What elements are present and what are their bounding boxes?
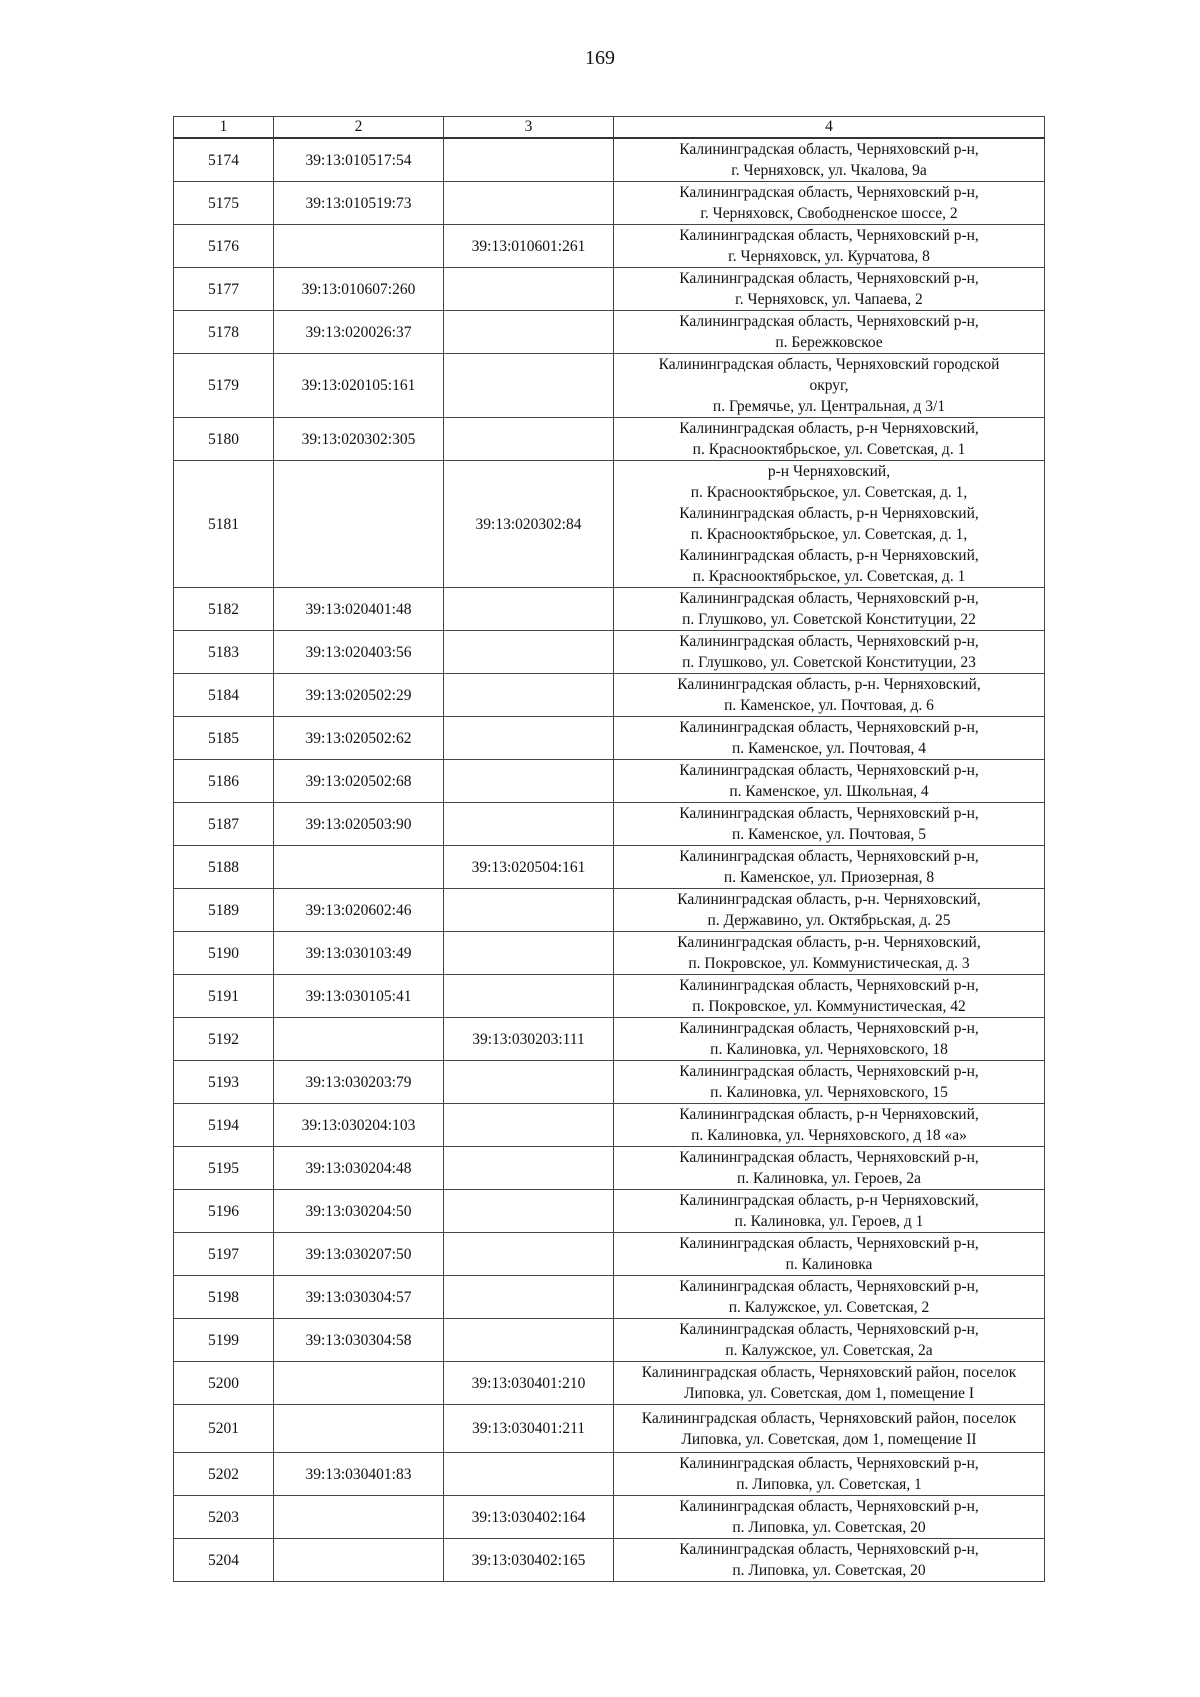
premises-cadastral-cell [444, 138, 614, 182]
premises-cadastral-cell [444, 1453, 614, 1496]
cadastral-number-cell: 39:13:020602:46 [274, 889, 444, 932]
cadastral-number-cell: 39:13:010519:73 [274, 182, 444, 225]
address-cell: Калининградская область, Черняховский р-н, п. Калиновка [614, 1233, 1045, 1276]
address-cell: Калининградская область, Черняховский городской округ, п. Гремячье, ул. Центральная, д 3/1 [614, 354, 1045, 418]
cadastral-number-cell: 39:13:020502:29 [274, 674, 444, 717]
row-number-cell: 5185 [174, 717, 274, 760]
cadastral-number-cell: 39:13:010607:260 [274, 268, 444, 311]
cadastral-number-cell: 39:13:030401:83 [274, 1453, 444, 1496]
table-row [174, 1104, 1045, 1147]
cadastral-number-cell [274, 1496, 444, 1539]
premises-cadastral-cell [444, 1233, 614, 1276]
premises-cadastral-cell [444, 1319, 614, 1362]
address-cell: Калининградская область, р-н. Черняховский, п. Покровское, ул. Коммунистическая, д. 3 [614, 932, 1045, 975]
table-row [174, 1276, 1045, 1319]
table-row [174, 182, 1045, 225]
premises-cadastral-cell [444, 889, 614, 932]
column-header: 2 [274, 117, 444, 139]
cadastral-number-cell [274, 1405, 444, 1453]
cadastral-number-cell: 39:13:020502:62 [274, 717, 444, 760]
premises-cadastral-cell: 39:13:020302:84 [444, 461, 614, 588]
premises-cadastral-cell [444, 674, 614, 717]
registry-table [173, 116, 1045, 1582]
row-number-cell: 5190 [174, 932, 274, 975]
cadastral-number-cell: 39:13:030204:48 [274, 1147, 444, 1190]
row-number-cell: 5192 [174, 1018, 274, 1061]
row-number-cell: 5186 [174, 760, 274, 803]
premises-cadastral-cell [444, 760, 614, 803]
address-cell: Калининградская область, Черняховский р-н, п. Липовка, ул. Советская, 20 [614, 1496, 1045, 1539]
column-header: 4 [614, 117, 1045, 139]
cadastral-number-cell: 39:13:030204:50 [274, 1190, 444, 1233]
table-row [174, 1539, 1045, 1582]
premises-cadastral-cell: 39:13:030401:210 [444, 1362, 614, 1405]
premises-cadastral-cell: 39:13:010601:261 [444, 225, 614, 268]
address-cell: Калининградская область, р-н. Черняховский, п. Каменское, ул. Почтовая, д. 6 [614, 674, 1045, 717]
address-cell: Калининградская область, Черняховский р-н, п. Бережковское [614, 311, 1045, 354]
table-row [174, 1405, 1045, 1453]
row-number-cell: 5198 [174, 1276, 274, 1319]
address-cell: Калининградская область, Черняховский район, поселок Липовка, ул. Советская, дом 1, помещение II [614, 1405, 1045, 1453]
cadastral-number-cell: 39:13:020105:161 [274, 354, 444, 418]
table-row [174, 1453, 1045, 1496]
premises-cadastral-cell [444, 588, 614, 631]
address-cell: Калининградская область, Черняховский р-н, п. Каменское, ул. Школьная, 4 [614, 760, 1045, 803]
premises-cadastral-cell [444, 1276, 614, 1319]
premises-cadastral-cell [444, 1147, 614, 1190]
row-number-cell: 5195 [174, 1147, 274, 1190]
table-row [174, 889, 1045, 932]
address-cell: р-н Черняховский, п. Краснооктябрьское, ул. Советская, д. 1, Калининградская область, р-н Черняховский, п. Краснооктябрьское, ул. Советская, д. 1, Калининградская область, р-н Черняховский, п. Краснооктябрьское, ул. Советская, д. 1 [614, 461, 1045, 588]
cadastral-number-cell: 39:13:020502:68 [274, 760, 444, 803]
table-row [174, 225, 1045, 268]
address-cell: Калининградская область, р-н. Черняховский, п. Державино, ул. Октябрьская, д. 25 [614, 889, 1045, 932]
address-cell: Калининградская область, Черняховский р-н, г. Черняховск, ул. Курчатова, 8 [614, 225, 1045, 268]
address-cell: Калининградская область, Черняховский р-н, г. Черняховск, Свободненское шоссе, 2 [614, 182, 1045, 225]
premises-cadastral-cell [444, 1061, 614, 1104]
cadastral-number-cell: 39:13:030304:58 [274, 1319, 444, 1362]
table-row [174, 461, 1045, 588]
row-number-cell: 5191 [174, 975, 274, 1018]
address-cell: Калининградская область, Черняховский р-н, п. Глушково, ул. Советской Конституции, 22 [614, 588, 1045, 631]
cadastral-number-cell: 39:13:030204:103 [274, 1104, 444, 1147]
row-number-cell: 5193 [174, 1061, 274, 1104]
address-cell: Калининградская область, Черняховский р-н, п. Каменское, ул. Приозерная, 8 [614, 846, 1045, 889]
cadastral-number-cell: 39:13:030103:49 [274, 932, 444, 975]
address-cell: Калининградская область, р-н Черняховский, п. Краснооктябрьское, ул. Советская, д. 1 [614, 418, 1045, 461]
address-cell: Калининградская область, Черняховский р-н, п. Калиновка, ул. Героев, 2а [614, 1147, 1045, 1190]
row-number-cell: 5199 [174, 1319, 274, 1362]
address-cell: Калининградская область, Черняховский р-н, п. Глушково, ул. Советской Конституции, 23 [614, 631, 1045, 674]
table-row [174, 1233, 1045, 1276]
address-cell: Калининградская область, Черняховский р-н, п. Калужское, ул. Советская, 2 [614, 1276, 1045, 1319]
cadastral-number-cell [274, 461, 444, 588]
table-row [174, 803, 1045, 846]
premises-cadastral-cell [444, 803, 614, 846]
row-number-cell: 5176 [174, 225, 274, 268]
column-header: 1 [174, 117, 274, 139]
table-row [174, 588, 1045, 631]
row-number-cell: 5183 [174, 631, 274, 674]
table-row [174, 760, 1045, 803]
page-number: 169 [585, 47, 615, 69]
premises-cadastral-cell [444, 717, 614, 760]
premises-cadastral-cell [444, 975, 614, 1018]
premises-cadastral-cell: 39:13:030203:111 [444, 1018, 614, 1061]
cadastral-number-cell: 39:13:030207:50 [274, 1233, 444, 1276]
premises-cadastral-cell [444, 418, 614, 461]
column-header: 3 [444, 117, 614, 139]
cadastral-number-cell: 39:13:010517:54 [274, 138, 444, 182]
row-number-cell: 5178 [174, 311, 274, 354]
cadastral-number-cell: 39:13:020302:305 [274, 418, 444, 461]
table-row [174, 1496, 1045, 1539]
cadastral-number-cell [274, 1018, 444, 1061]
row-number-cell: 5180 [174, 418, 274, 461]
address-cell: Калининградская область, р-н Черняховский, п. Калиновка, ул. Черняховского, д 18 «а» [614, 1104, 1045, 1147]
address-cell: Калининградская область, Черняховский р-н, г. Черняховск, ул. Чапаева, 2 [614, 268, 1045, 311]
table-row [174, 1362, 1045, 1405]
cadastral-number-cell: 39:13:030304:57 [274, 1276, 444, 1319]
cadastral-number-cell: 39:13:020401:48 [274, 588, 444, 631]
address-cell: Калининградская область, Черняховский р-н, п. Калиновка, ул. Черняховского, 18 [614, 1018, 1045, 1061]
table-row [174, 418, 1045, 461]
table-row [174, 1147, 1045, 1190]
cadastral-number-cell [274, 846, 444, 889]
row-number-cell: 5200 [174, 1362, 274, 1405]
cadastral-number-cell [274, 1539, 444, 1582]
premises-cadastral-cell: 39:13:020504:161 [444, 846, 614, 889]
address-cell: Калининградская область, Черняховский р-н, п. Покровское, ул. Коммунистическая, 42 [614, 975, 1045, 1018]
row-number-cell: 5188 [174, 846, 274, 889]
row-number-cell: 5196 [174, 1190, 274, 1233]
row-number-cell: 5202 [174, 1453, 274, 1496]
table-row [174, 138, 1045, 182]
premises-cadastral-cell: 39:13:030401:211 [444, 1405, 614, 1453]
premises-cadastral-cell: 39:13:030402:165 [444, 1539, 614, 1582]
premises-cadastral-cell: 39:13:030402:164 [444, 1496, 614, 1539]
row-number-cell: 5174 [174, 138, 274, 182]
premises-cadastral-cell [444, 182, 614, 225]
table-row [174, 975, 1045, 1018]
row-number-cell: 5184 [174, 674, 274, 717]
premises-cadastral-cell [444, 1104, 614, 1147]
address-cell: Калининградская область, Черняховский р-н, п. Липовка, ул. Советская, 1 [614, 1453, 1045, 1496]
cadastral-number-cell: 39:13:020403:56 [274, 631, 444, 674]
row-number-cell: 5203 [174, 1496, 274, 1539]
row-number-cell: 5194 [174, 1104, 274, 1147]
row-number-cell: 5179 [174, 354, 274, 418]
row-number-cell: 5177 [174, 268, 274, 311]
row-number-cell: 5197 [174, 1233, 274, 1276]
cadastral-number-cell [274, 1362, 444, 1405]
premises-cadastral-cell [444, 631, 614, 674]
address-cell: Калининградская область, Черняховский р-н, п. Калужское, ул. Советская, 2а [614, 1319, 1045, 1362]
address-cell: Калининградская область, Черняховский р-н, п. Каменское, ул. Почтовая, 4 [614, 717, 1045, 760]
row-number-cell: 5201 [174, 1405, 274, 1453]
address-cell: Калининградская область, Черняховский р-н, п. Липовка, ул. Советская, 20 [614, 1539, 1045, 1582]
cadastral-number-cell [274, 225, 444, 268]
address-cell: Калининградская область, р-н Черняховский, п. Калиновка, ул. Героев, д 1 [614, 1190, 1045, 1233]
table-row [174, 846, 1045, 889]
table-row [174, 932, 1045, 975]
row-number-cell: 5189 [174, 889, 274, 932]
row-number-cell: 5182 [174, 588, 274, 631]
cadastral-number-cell: 39:13:030203:79 [274, 1061, 444, 1104]
cadastral-number-cell: 39:13:030105:41 [274, 975, 444, 1018]
table-row [174, 1061, 1045, 1104]
table-header-row [174, 117, 1045, 139]
premises-cadastral-cell [444, 1190, 614, 1233]
address-cell: Калининградская область, Черняховский р-н, п. Каменское, ул. Почтовая, 5 [614, 803, 1045, 846]
row-number-cell: 5187 [174, 803, 274, 846]
table-row [174, 717, 1045, 760]
table-row [174, 674, 1045, 717]
address-cell: Калининградская область, Черняховский р-н, п. Калиновка, ул. Черняховского, 15 [614, 1061, 1045, 1104]
row-number-cell: 5181 [174, 461, 274, 588]
table-row [174, 1190, 1045, 1233]
table-row [174, 311, 1045, 354]
table-row [174, 1319, 1045, 1362]
table-row [174, 1018, 1045, 1061]
premises-cadastral-cell [444, 354, 614, 418]
table-row [174, 631, 1045, 674]
cadastral-number-cell: 39:13:020503:90 [274, 803, 444, 846]
address-cell: Калининградская область, Черняховский р-н, г. Черняховск, ул. Чкалова, 9а [614, 138, 1045, 182]
premises-cadastral-cell [444, 311, 614, 354]
table-row [174, 354, 1045, 418]
premises-cadastral-cell [444, 932, 614, 975]
row-number-cell: 5204 [174, 1539, 274, 1582]
row-number-cell: 5175 [174, 182, 274, 225]
table-row [174, 268, 1045, 311]
cadastral-number-cell: 39:13:020026:37 [274, 311, 444, 354]
address-cell: Калининградская область, Черняховский район, поселок Липовка, ул. Советская, дом 1, помещение I [614, 1362, 1045, 1405]
premises-cadastral-cell [444, 268, 614, 311]
